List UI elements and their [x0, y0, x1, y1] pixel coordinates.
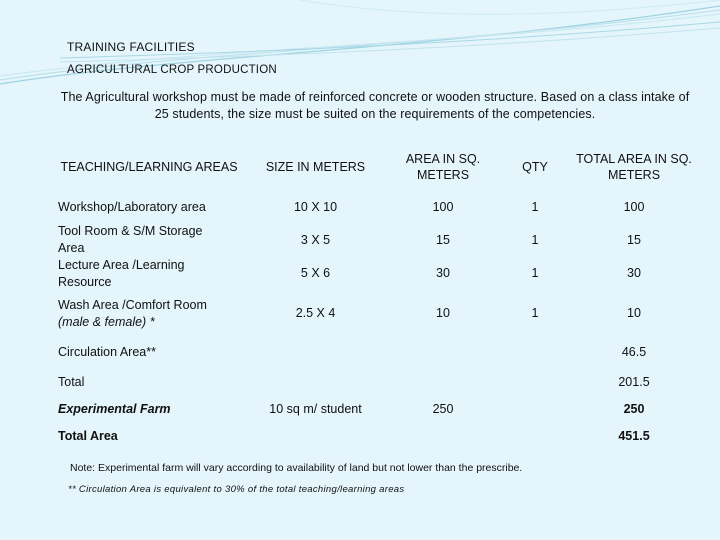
row-name: Tool Room & S/M Storage Area [58, 224, 203, 255]
row-qty: 1 [531, 266, 539, 280]
circulation-label: Circulation Area** [58, 345, 156, 359]
row-qty: 1 [531, 233, 539, 247]
total-label: Total [58, 375, 85, 389]
row-total: 10 [627, 306, 641, 320]
row-area: 15 [436, 233, 450, 247]
row-name [58, 297, 243, 331]
grand-total-label: Total Area [58, 429, 118, 443]
row-area: 30 [436, 266, 450, 280]
row-qty: 1 [531, 200, 539, 214]
page-subtitle: AGRICULTURAL CROP PRODUCTION [67, 64, 277, 76]
header-size: SIZE IN METERS [265, 160, 366, 174]
grand-total-value: 451.5 [618, 429, 650, 443]
header-areas: TEACHING/LEARNING AREAS [60, 160, 238, 174]
intro-paragraph: The Agricultural workshop must be made of reinforced concrete or wooden structure. Based on a class intake of 25 students, the size must be suited on the requirements of the competencies. [60, 90, 690, 121]
row-size: 2.5 X 4 [295, 306, 336, 320]
row-size: 10 X 10 [293, 200, 338, 214]
header-total: TOTAL AREA IN SQ. METERS [576, 152, 692, 182]
farm-label: Experimental Farm [58, 402, 171, 416]
header-qty: QTY [522, 160, 548, 174]
row-total: 100 [623, 200, 645, 214]
row-qty: 1 [531, 306, 539, 320]
row-name-line: Wash Area /Comfort Room [58, 298, 207, 312]
row-total: 30 [627, 266, 641, 280]
row-name-note: (male & female) * [58, 315, 155, 329]
row-name: Workshop/Laboratory area [58, 200, 206, 214]
farm-size: 10 sq m/ student [269, 402, 362, 416]
row-size: 3 X 5 [300, 233, 331, 247]
page-title: TRAINING FACILITIES [67, 40, 195, 54]
circulation-total: 46.5 [621, 345, 647, 359]
total-value: 201.5 [618, 375, 650, 389]
farm-total: 250 [623, 402, 645, 416]
row-area: 10 [436, 306, 450, 320]
row-area: 100 [432, 200, 454, 214]
row-name: Lecture Area /Learning Resource [58, 258, 185, 289]
row-total: 15 [627, 233, 641, 247]
farm-area: 250 [432, 402, 454, 416]
footnote-circulation: ** Circulation Area is equivalent to 30% of the total teaching/learning areas [68, 484, 405, 495]
row-size: 5 X 6 [300, 266, 331, 280]
footnote-farm: Note: Experimental farm will vary according to availability of land but not lower than the prescribe. [70, 462, 523, 474]
header-area: AREA IN SQ. METERS [405, 152, 481, 182]
